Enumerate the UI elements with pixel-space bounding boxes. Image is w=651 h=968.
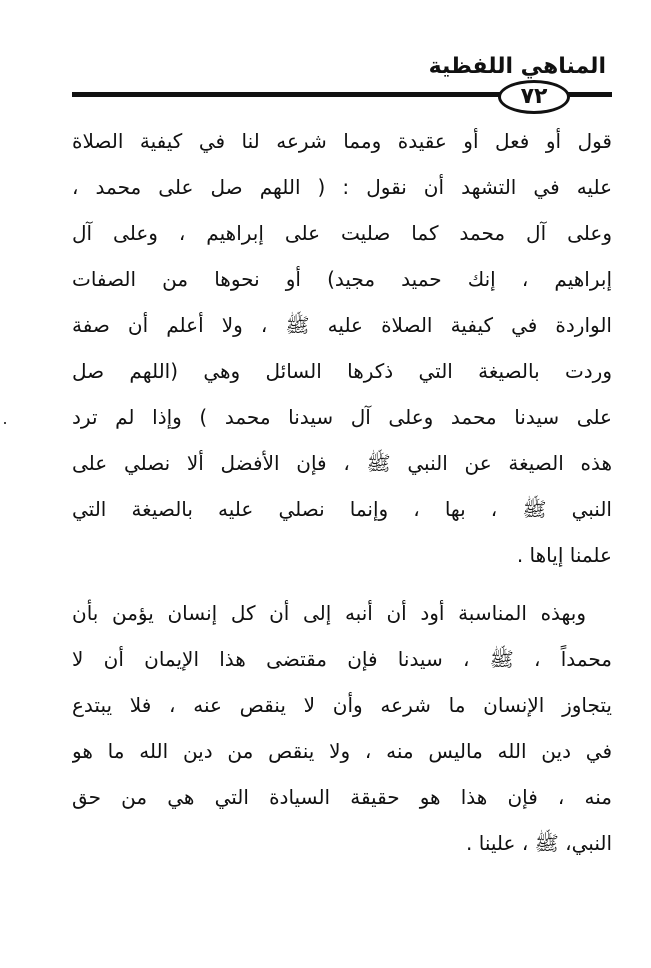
page-number: ٧٢	[520, 84, 548, 109]
text-line: إبراهيم ، إنك حميد مجيد) أو نحوها من الصفات	[72, 267, 612, 291]
text-line: محمداً ، ﷺ ، سيدنا فإن مقتضى هذا الإيمان أن لا	[72, 647, 612, 671]
body-text	[72, 118, 612, 866]
text-line: وعلى آل محمد كما صليت على إبراهيم ، وعلى آل	[72, 221, 612, 245]
text-line: وبهذه المناسبة أود أن أنبه إلى أن كل إنسان يؤمن بأن	[72, 601, 586, 625]
text-line: الواردة في كيفية الصلاة عليه ﷺ ، ولا أعلم أن صفة	[72, 313, 612, 337]
running-title: المناهي اللفظية	[428, 54, 606, 79]
paragraph-gap	[72, 578, 612, 590]
text-line: على سيدنا محمد وعلى آل سيدنا محمد ) وإذا لم ترد	[72, 405, 612, 429]
margin-speck	[4, 422, 6, 424]
text-line: يتجاوز الإنسان ما شرعه وأن لا ينقص عنه ، فلا يبتدع	[72, 693, 612, 717]
text-line: منه ، فإن هذا هو حقيقة السيادة التي هي من حق	[72, 785, 612, 809]
paragraph-1	[72, 118, 612, 578]
text-line: النبي ﷺ ، بها ، وإنما نصلي عليه بالصيغة التي	[72, 497, 612, 521]
text-line: قول أو فعل أو عقيدة ومما شرعه لنا في كيفية الصلاة	[72, 129, 612, 153]
text-line: في دين الله ماليس منه ، ولا ينقص من دين الله ما هو	[72, 739, 612, 763]
page-number-badge	[498, 80, 570, 114]
text-line: وردت بالصيغة التي ذكرها السائل وهي (اللهم صل	[72, 359, 612, 383]
text-line: علمنا إياها .	[516, 543, 612, 567]
text-line: عليه في التشهد أن نقول : ( اللهم صل على محمد ،	[72, 175, 612, 199]
paragraph-2	[72, 590, 612, 866]
text-line: النبي، ﷺ ، علينا .	[466, 831, 612, 855]
text-line: هذه الصيغة عن النبي ﷺ ، فإن الأفضل ألا نصلي على	[72, 451, 612, 475]
